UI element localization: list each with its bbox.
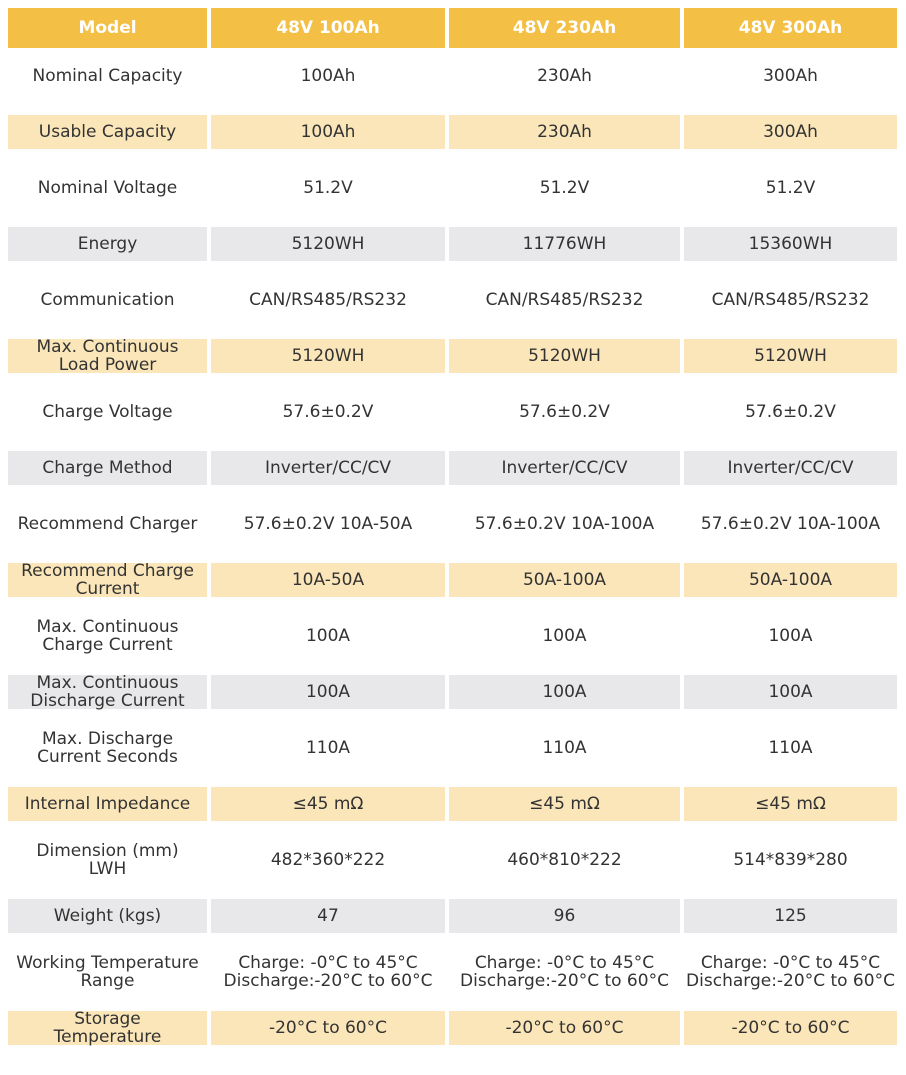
value-48v-300ah: Inverter/CC/CV: [684, 451, 897, 485]
spec-label: Working Temperature Range: [16, 953, 199, 991]
spec-label: Recommend Charge Current: [8, 563, 207, 597]
spec-label: Storage Temperature: [8, 1011, 207, 1045]
value-48v-230ah: ≤45 mΩ: [449, 787, 680, 821]
value-48v-100ah: 100Ah: [300, 66, 356, 86]
header-48v-100ah: 48V 100Ah: [211, 8, 445, 48]
value-48v-300ah: 5120WH: [684, 339, 897, 373]
value-48v-230ah: 230Ah: [537, 66, 592, 86]
value-48v-230ah: Inverter/CC/CV: [449, 451, 680, 485]
value-48v-300ah: 57.6±0.2V 10A-100A: [700, 514, 881, 534]
value-48v-100ah: 100Ah: [211, 115, 445, 149]
value-48v-230ah: 57.6±0.2V 10A-100A: [474, 514, 655, 534]
spec-label: Nominal Voltage: [37, 178, 178, 198]
value-48v-100ah: 10A-50A: [211, 563, 445, 597]
spec-label: Weight (kgs): [8, 899, 207, 933]
value-48v-230ah: 50A-100A: [449, 563, 680, 597]
value-48v-300ah: ≤45 mΩ: [684, 787, 897, 821]
value-48v-300ah: 50A-100A: [684, 563, 897, 597]
value-48v-100ah: 482*360*222: [270, 850, 386, 870]
value-48v-300ah: 15360WH: [684, 227, 897, 261]
value-48v-230ah: 51.2V: [539, 178, 590, 198]
spec-table: [8, 8, 897, 1056]
header-48v-230ah: 48V 230Ah: [449, 8, 680, 48]
spec-label: Recommend Charger: [17, 514, 198, 534]
value-48v-100ah: Inverter/CC/CV: [211, 451, 445, 485]
value-48v-300ah: 57.6±0.2V: [745, 402, 836, 422]
header-48v-300ah: 48V 300Ah: [684, 8, 897, 48]
value-48v-230ah: 100A: [542, 626, 587, 646]
value-48v-100ah: Charge: -0°C to 45°C Discharge:-20°C to 60°C: [223, 953, 433, 991]
value-48v-300ah: -20°C to 60°C: [684, 1011, 897, 1045]
value-48v-300ah: 100A: [768, 626, 813, 646]
spec-label: Max. Discharge Current Seconds: [37, 729, 178, 767]
spec-label: Charge Method: [8, 451, 207, 485]
value-48v-230ah: 460*810*222: [507, 850, 622, 870]
value-48v-230ah: -20°C to 60°C: [449, 1011, 680, 1045]
value-48v-300ah: Charge: -0°C to 45°C Discharge:-20°C to 60°C: [686, 953, 895, 991]
value-48v-100ah: 100A: [211, 675, 445, 709]
value-48v-100ah: 47: [211, 899, 445, 933]
value-48v-300ah: 514*839*280: [733, 850, 848, 870]
spec-label: Dimension (mm) LWH: [36, 841, 179, 879]
spec-label: Max. Continuous Load Power: [8, 339, 207, 373]
value-48v-100ah: 100A: [305, 626, 351, 646]
value-48v-300ah: 125: [684, 899, 897, 933]
value-48v-230ah: Charge: -0°C to 45°C Discharge:-20°C to 60°C: [460, 953, 669, 991]
value-48v-100ah: 110A: [305, 738, 351, 758]
spec-label: Max. Continuous Discharge Current: [8, 675, 207, 709]
value-48v-230ah: 11776WH: [449, 227, 680, 261]
value-48v-230ah: 100A: [449, 675, 680, 709]
value-48v-100ah: 5120WH: [211, 339, 445, 373]
value-48v-100ah: 57.6±0.2V: [282, 402, 374, 422]
value-48v-300ah: CAN/RS485/RS232: [711, 290, 870, 310]
spec-label: Max. Continuous Charge Current: [36, 617, 179, 655]
value-48v-300ah: 100A: [684, 675, 897, 709]
spec-label: Nominal Capacity: [32, 66, 183, 86]
spec-label: Communication: [40, 290, 175, 310]
value-48v-230ah: 5120WH: [449, 339, 680, 373]
value-48v-100ah: -20°C to 60°C: [211, 1011, 445, 1045]
value-48v-100ah: 5120WH: [211, 227, 445, 261]
spec-label: Charge Voltage: [42, 402, 173, 422]
spec-label: Internal Impedance: [8, 787, 207, 821]
header-model: Model: [8, 8, 207, 48]
value-48v-100ah: 57.6±0.2V 10A-50A: [243, 514, 413, 534]
value-48v-300ah: 300Ah: [763, 66, 818, 86]
value-48v-230ah: 230Ah: [449, 115, 680, 149]
value-48v-100ah: CAN/RS485/RS232: [249, 290, 407, 310]
value-48v-230ah: 96: [449, 899, 680, 933]
spec-label: Usable Capacity: [8, 115, 207, 149]
value-48v-300ah: 110A: [768, 738, 813, 758]
value-48v-230ah: CAN/RS485/RS232: [485, 290, 644, 310]
value-48v-230ah: 110A: [542, 738, 587, 758]
spec-label: Energy: [8, 227, 207, 261]
value-48v-230ah: 57.6±0.2V: [519, 402, 610, 422]
value-48v-100ah: ≤45 mΩ: [211, 787, 445, 821]
value-48v-300ah: 300Ah: [684, 115, 897, 149]
value-48v-100ah: 51.2V: [303, 178, 353, 198]
value-48v-300ah: 51.2V: [765, 178, 816, 198]
